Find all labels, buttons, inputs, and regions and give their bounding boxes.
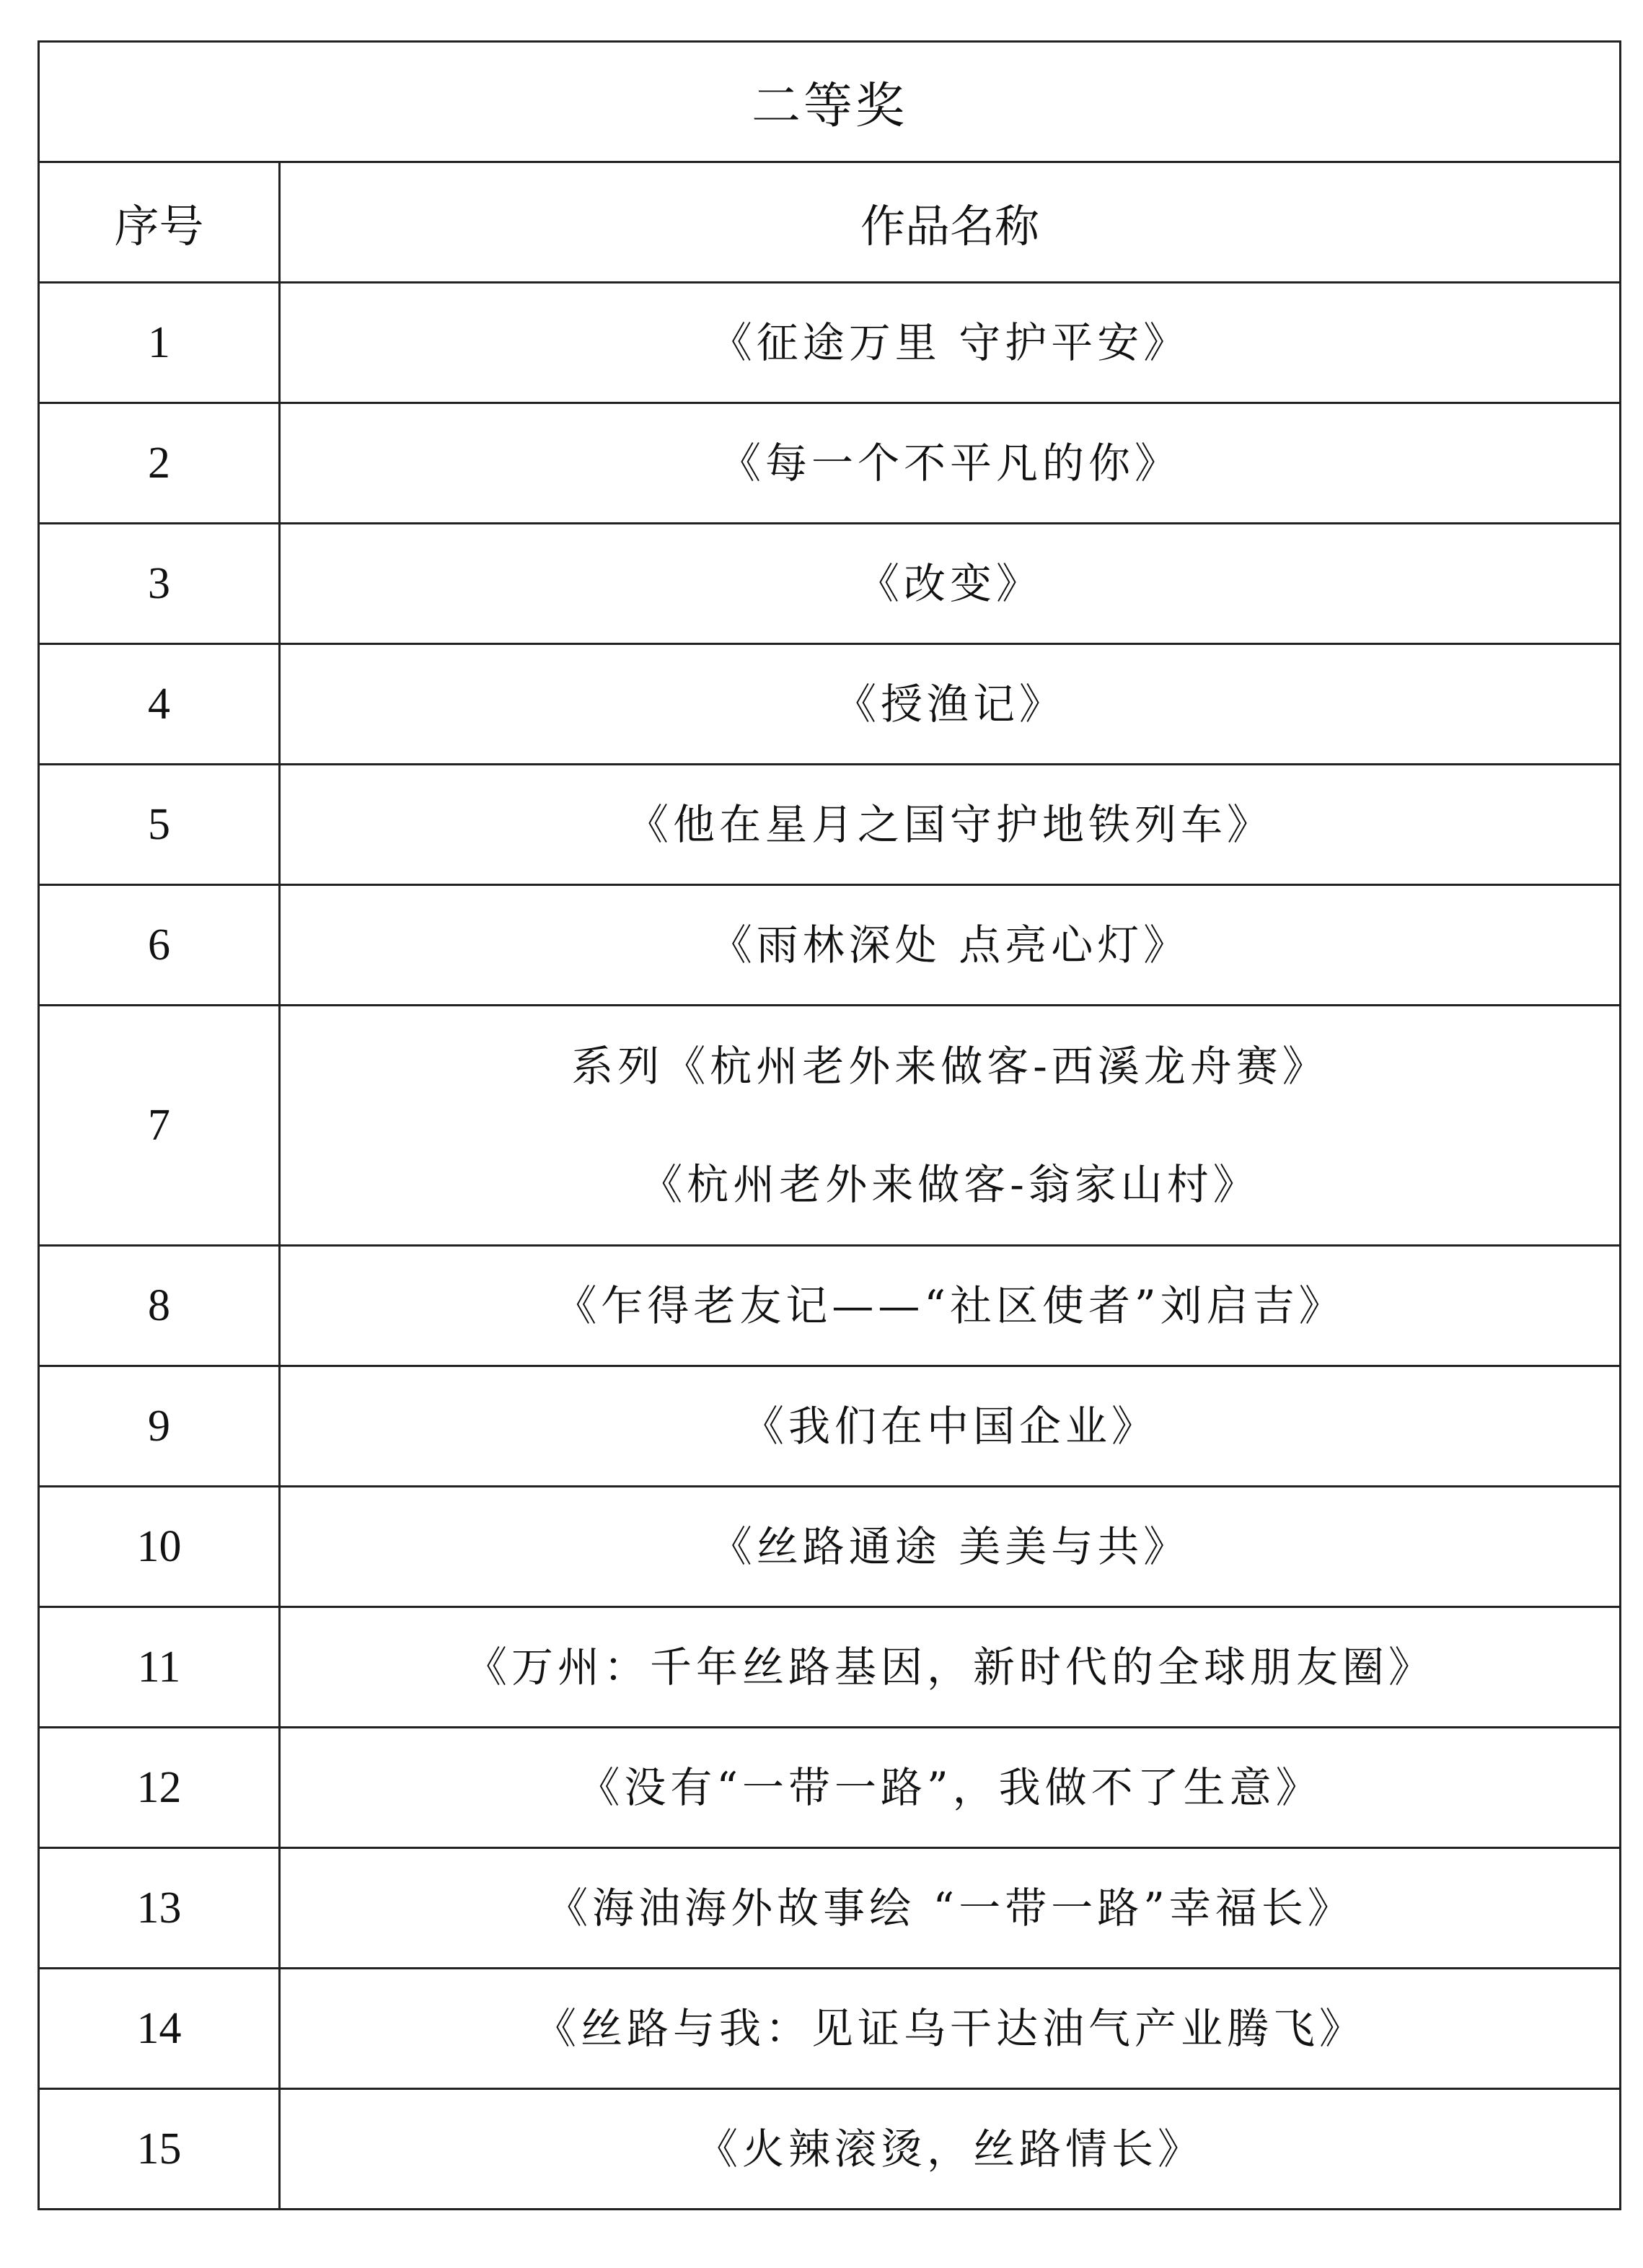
table-row: [39, 1969, 1621, 2089]
work-name: 《每一个不平凡的你》: [718, 439, 1181, 488]
table-row: [39, 765, 1621, 885]
work-name: 《没有“一带一路”，我做不了生意》: [578, 1763, 1322, 1812]
row-number: 9: [39, 1366, 280, 1487]
table-row: [39, 1848, 1621, 1969]
work-name-cell: [280, 283, 1621, 403]
work-name-cell: [280, 403, 1621, 524]
row-number: 6: [39, 885, 280, 1006]
work-name: 《火辣滚烫，丝路情长》: [695, 2124, 1204, 2174]
row-number: 15: [39, 2089, 280, 2210]
row-number: 3: [39, 524, 280, 644]
work-name-cell: [280, 885, 1621, 1006]
work-name-cell: [280, 524, 1621, 644]
table-row: [39, 2089, 1621, 2210]
work-name-cell: [280, 2089, 1621, 2210]
row-number: 5: [39, 765, 280, 885]
table-row: [39, 1366, 1621, 1487]
work-name-cell: [280, 644, 1621, 765]
row-number: 8: [39, 1246, 280, 1366]
header-row: [39, 162, 1621, 283]
work-name-cell: [280, 765, 1621, 885]
work-name-cell: [280, 1006, 1621, 1246]
award-table: [38, 40, 1621, 2210]
table-row: [39, 283, 1621, 403]
row-number: 13: [39, 1848, 280, 1969]
table-row: [39, 1487, 1621, 1607]
work-name: 《乍得老友记——“社区使者”刘启吉》: [555, 1281, 1345, 1330]
table-row: [39, 1006, 1621, 1246]
work-name-cell: [280, 1607, 1621, 1728]
work-name: 《丝路通途 美美与共》: [710, 1522, 1190, 1571]
table-row: [39, 1607, 1621, 1728]
row-number: 12: [39, 1728, 280, 1848]
title-row: [39, 42, 1621, 162]
table-row: [39, 524, 1621, 644]
header-name: 作品名称: [280, 162, 1621, 283]
work-name: 《征途万里 守护平安》: [710, 318, 1190, 367]
table-row: [39, 403, 1621, 524]
row-number: 2: [39, 403, 280, 524]
work-name-cell: [280, 1246, 1621, 1366]
work-name: 《他在星月之国守护地铁列车》: [626, 800, 1273, 849]
row-number: 11: [39, 1607, 280, 1728]
work-name-cell: [280, 1969, 1621, 2089]
row-number: 10: [39, 1487, 280, 1607]
work-name: 系列《杭州老外来做客-西溪龙舟赛》: [571, 1042, 1329, 1091]
work-name-cell: [280, 1728, 1621, 1848]
row-number: 1: [39, 283, 280, 403]
work-name: 《改变》: [857, 559, 1042, 608]
table-row: [39, 1246, 1621, 1366]
work-name: 《杭州老外来做客-翁家山村》: [640, 1160, 1259, 1209]
row-number: 4: [39, 644, 280, 765]
work-name: 《丝路与我：见证乌干达油气产业腾飞》: [534, 2004, 1365, 2053]
table-row: [39, 885, 1621, 1006]
row-number: 7: [39, 1006, 280, 1246]
work-name: 《海油海外故事绘 “一带一路”幸福长》: [546, 1884, 1354, 1933]
table-body: [39, 283, 1621, 2210]
work-name: 《我们在中国企业》: [741, 1402, 1158, 1451]
work-name-cell: [280, 1366, 1621, 1487]
work-name: 《万州：千年丝路基因，新时代的全球朋友圈》: [464, 1643, 1435, 1692]
work-name-cell: [280, 1487, 1621, 1607]
work-name: 《授渔记》: [834, 680, 1065, 729]
table-row: [39, 1728, 1621, 1848]
work-name: 《雨林深处 点亮心灯》: [710, 920, 1190, 970]
table-title: 二等奖: [39, 42, 1621, 162]
work-name-cell: [280, 1848, 1621, 1969]
row-number: 14: [39, 1969, 280, 2089]
header-number: 序号: [39, 162, 280, 283]
table-row: [39, 644, 1621, 765]
